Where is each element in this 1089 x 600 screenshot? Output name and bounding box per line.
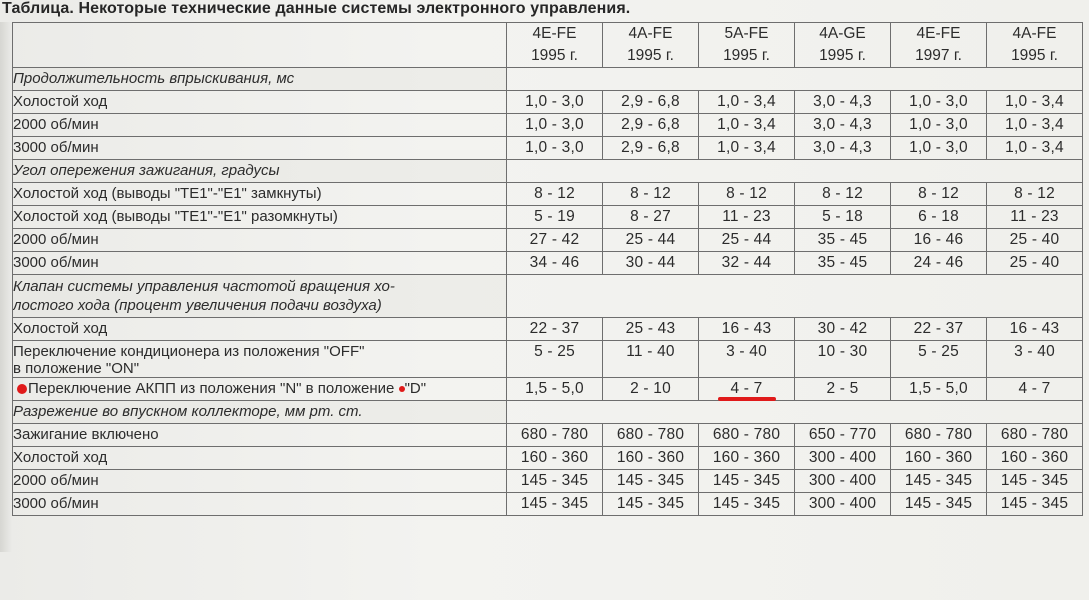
value-cell: 35 - 45 xyxy=(795,229,891,252)
section-blank xyxy=(507,68,1083,91)
table-row xyxy=(13,470,1083,493)
section-title: Угол опережения зажигания, градусы xyxy=(13,160,507,183)
value-cell: 680 - 780 xyxy=(987,424,1083,447)
value-cell: 11 - 23 xyxy=(987,206,1083,229)
value-cell: 2,9 - 6,8 xyxy=(603,137,699,160)
value-cell: 5 - 18 xyxy=(795,206,891,229)
column-header xyxy=(507,23,603,68)
table-row xyxy=(13,229,1083,252)
row-label xyxy=(13,341,507,378)
table-caption: Таблица. Некоторые технические данные системы электронного управления. xyxy=(2,0,631,17)
value-cell: 680 - 780 xyxy=(891,424,987,447)
red-underline-mark xyxy=(718,397,776,401)
value-cell: 300 - 400 xyxy=(795,447,891,470)
value-cell: 8 - 27 xyxy=(603,206,699,229)
value-cell: 4 - 7 xyxy=(987,378,1083,401)
value-cell: 1,0 - 3,4 xyxy=(987,114,1083,137)
row-label: 2000 об/мин xyxy=(13,114,507,137)
value-cell: 1,0 - 3,0 xyxy=(507,91,603,114)
table-row xyxy=(13,424,1083,447)
engine-code: 4A-GE xyxy=(819,25,866,42)
header-corner-cell xyxy=(13,23,507,68)
engine-code: 5A-FE xyxy=(724,25,769,42)
value-cell: 25 - 40 xyxy=(987,252,1083,275)
value-cell: 1,0 - 3,0 xyxy=(891,137,987,160)
value-cell: 22 - 37 xyxy=(507,318,603,341)
value-cell: 16 - 46 xyxy=(891,229,987,252)
table-row xyxy=(13,183,1083,206)
table-row xyxy=(13,206,1083,229)
value-cell: 3 - 40 xyxy=(987,341,1083,378)
engine-code: 4A-FE xyxy=(1012,25,1057,42)
value-cell-highlighted: 4 - 7 xyxy=(699,378,795,401)
value-cell: 32 - 44 xyxy=(699,252,795,275)
row-label-line: в положение "ON" xyxy=(13,360,140,377)
engine-year: 1995 г. xyxy=(819,47,866,64)
value-cell: 35 - 45 xyxy=(795,252,891,275)
value-cell: 145 - 345 xyxy=(507,470,603,493)
value-cell: 650 - 770 xyxy=(795,424,891,447)
value-cell: 5 - 25 xyxy=(507,341,603,378)
value-cell: 145 - 345 xyxy=(891,493,987,516)
value-cell: 1,5 - 5,0 xyxy=(507,378,603,401)
value-cell: 11 - 23 xyxy=(699,206,795,229)
section-title-line: Клапан системы управления частотой вращения хо- xyxy=(13,278,395,295)
value-cell: 25 - 44 xyxy=(699,229,795,252)
value-cell: 2,9 - 6,8 xyxy=(603,91,699,114)
value-cell: 1,0 - 3,0 xyxy=(507,137,603,160)
section-title xyxy=(13,275,507,318)
row-label xyxy=(13,378,507,401)
value-cell: 1,0 - 3,0 xyxy=(891,91,987,114)
red-marker-dot xyxy=(17,384,27,394)
row-label-line: Переключение кондиционера из положения "OFF" xyxy=(13,343,365,360)
section-row xyxy=(13,160,1083,183)
column-header xyxy=(795,23,891,68)
value-cell: 11 - 40 xyxy=(603,341,699,378)
section-title: Продолжительность впрыскивания, мс xyxy=(13,68,507,91)
value-cell: 1,0 - 3,0 xyxy=(891,114,987,137)
section-blank xyxy=(507,160,1083,183)
engine-code: 4E-FE xyxy=(532,25,577,42)
value-cell: 24 - 46 xyxy=(891,252,987,275)
spec-table xyxy=(12,22,1083,516)
value-cell: 680 - 780 xyxy=(699,424,795,447)
row-label: Холостой ход xyxy=(13,91,507,114)
value-cell: 1,0 - 3,4 xyxy=(699,137,795,160)
value-cell: 1,0 - 3,4 xyxy=(987,137,1083,160)
value-cell: 5 - 19 xyxy=(507,206,603,229)
value-cell: 680 - 780 xyxy=(603,424,699,447)
table-row xyxy=(13,318,1083,341)
value-cell: 160 - 360 xyxy=(603,447,699,470)
value-cell: 8 - 12 xyxy=(891,183,987,206)
value-cell: 1,0 - 3,0 xyxy=(507,114,603,137)
value-cell: 25 - 44 xyxy=(603,229,699,252)
value-cell: 6 - 18 xyxy=(891,206,987,229)
column-header xyxy=(987,23,1083,68)
value-cell: 145 - 345 xyxy=(603,493,699,516)
engine-year: 1995 г. xyxy=(531,47,578,64)
value-cell: 3 - 40 xyxy=(699,341,795,378)
value-cell: 5 - 25 xyxy=(891,341,987,378)
value-cell: 8 - 12 xyxy=(795,183,891,206)
row-label-text: Переключение АКПП из положения "N" в положение xyxy=(28,380,399,397)
row-label: 3000 об/мин xyxy=(13,493,507,516)
column-header xyxy=(699,23,795,68)
row-label-text: "D" xyxy=(404,380,427,397)
value-cell: 25 - 43 xyxy=(603,318,699,341)
table-row xyxy=(13,252,1083,275)
section-row xyxy=(13,401,1083,424)
value-cell: 30 - 44 xyxy=(603,252,699,275)
value-cell: 1,0 - 3,4 xyxy=(699,114,795,137)
section-title-line: лостого хода (процент увеличения подачи воздуха) xyxy=(13,297,382,314)
section-row xyxy=(13,68,1083,91)
value-cell: 145 - 345 xyxy=(603,470,699,493)
value-cell: 3,0 - 4,3 xyxy=(795,137,891,160)
value-cell: 10 - 30 xyxy=(795,341,891,378)
value-cell: 1,0 - 3,4 xyxy=(987,91,1083,114)
value-cell: 2 - 10 xyxy=(603,378,699,401)
engine-year: 1997 г. xyxy=(915,47,962,64)
value-cell: 1,0 - 3,4 xyxy=(699,91,795,114)
row-label: Холостой ход xyxy=(13,447,507,470)
value-cell: 145 - 345 xyxy=(699,470,795,493)
row-label: Холостой ход (выводы "TE1"-"E1" замкнуты) xyxy=(13,183,507,206)
table-row xyxy=(13,114,1083,137)
column-header xyxy=(891,23,987,68)
value-cell: 160 - 360 xyxy=(891,447,987,470)
section-row xyxy=(13,275,1083,318)
value-cell: 160 - 360 xyxy=(987,447,1083,470)
engine-year: 1995 г. xyxy=(1011,47,1058,64)
value-cell: 2,9 - 6,8 xyxy=(603,114,699,137)
row-label: 2000 об/мин xyxy=(13,470,507,493)
page-edge-shade xyxy=(0,22,12,552)
value-cell: 25 - 40 xyxy=(987,229,1083,252)
table-row xyxy=(13,378,1083,401)
row-label: Холостой ход (выводы "TE1"-"E1" разомкнуты) xyxy=(13,206,507,229)
value-cell: 16 - 43 xyxy=(699,318,795,341)
value-cell: 145 - 345 xyxy=(507,493,603,516)
row-label: Холостой ход xyxy=(13,318,507,341)
table-row xyxy=(13,137,1083,160)
value-cell: 34 - 46 xyxy=(507,252,603,275)
value-cell: 30 - 42 xyxy=(795,318,891,341)
header-row xyxy=(13,23,1083,68)
value-cell: 3,0 - 4,3 xyxy=(795,114,891,137)
row-label: 3000 об/мин xyxy=(13,137,507,160)
section-blank xyxy=(507,275,1083,318)
value-cell: 8 - 12 xyxy=(987,183,1083,206)
value-cell: 22 - 37 xyxy=(891,318,987,341)
value-cell: 16 - 43 xyxy=(987,318,1083,341)
table-row xyxy=(13,341,1083,378)
engine-year: 1995 г. xyxy=(627,47,674,64)
value-cell: 27 - 42 xyxy=(507,229,603,252)
value-cell: 1,5 - 5,0 xyxy=(891,378,987,401)
column-header xyxy=(603,23,699,68)
table-row xyxy=(13,447,1083,470)
value-cell: 145 - 345 xyxy=(699,493,795,516)
value-cell: 8 - 12 xyxy=(603,183,699,206)
engine-year: 1995 г. xyxy=(723,47,770,64)
table-row xyxy=(13,493,1083,516)
value-cell: 300 - 400 xyxy=(795,470,891,493)
value-cell: 3,0 - 4,3 xyxy=(795,91,891,114)
value-cell: 145 - 345 xyxy=(891,470,987,493)
section-title: Разрежение во впускном коллекторе, мм рт. ст. xyxy=(13,401,507,424)
value-cell: 160 - 360 xyxy=(699,447,795,470)
row-label: Зажигание включено xyxy=(13,424,507,447)
value-cell: 8 - 12 xyxy=(507,183,603,206)
value-cell: 160 - 360 xyxy=(507,447,603,470)
value-cell: 145 - 345 xyxy=(987,470,1083,493)
row-label: 3000 об/мин xyxy=(13,252,507,275)
value-cell: 300 - 400 xyxy=(795,493,891,516)
row-label: 2000 об/мин xyxy=(13,229,507,252)
value-cell: 680 - 780 xyxy=(507,424,603,447)
engine-code: 4A-FE xyxy=(628,25,673,42)
section-blank xyxy=(507,401,1083,424)
engine-code: 4E-FE xyxy=(916,25,961,42)
table-row xyxy=(13,91,1083,114)
value-cell: 2 - 5 xyxy=(795,378,891,401)
value-cell: 145 - 345 xyxy=(987,493,1083,516)
value-cell: 8 - 12 xyxy=(699,183,795,206)
